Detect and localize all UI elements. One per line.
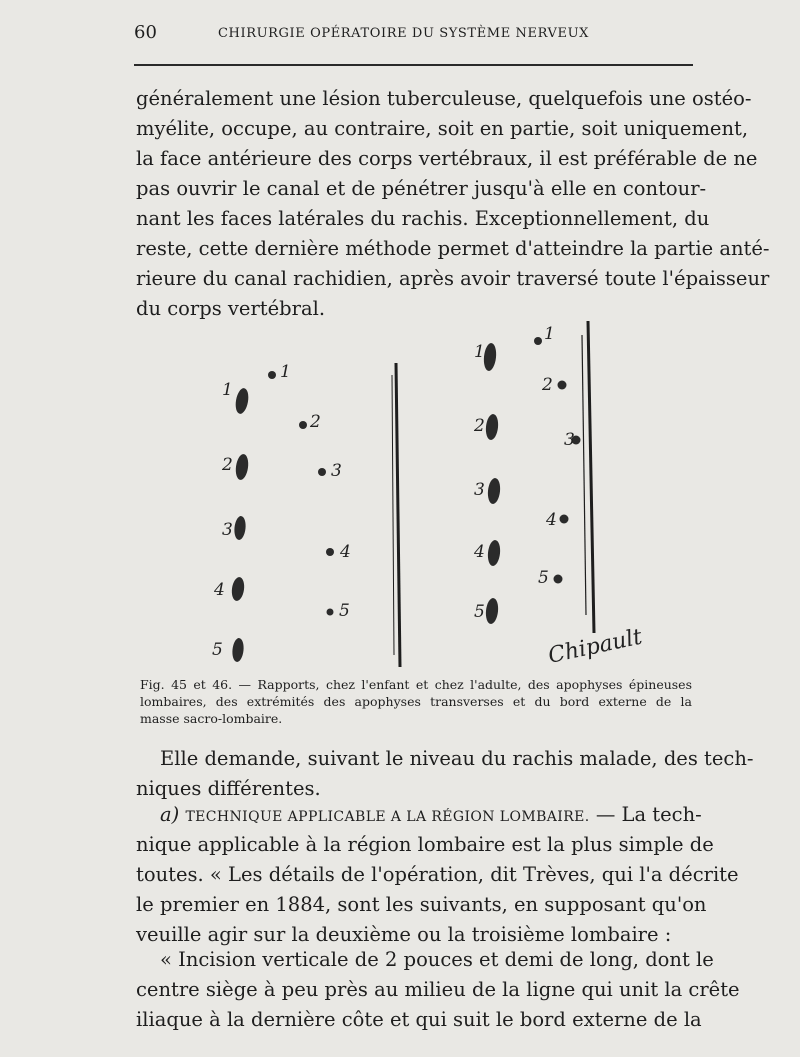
running-title: CHIRURGIE OPÉRATOIRE DU SYSTÈME NERVEUX	[218, 26, 590, 41]
text-line: nique applicable à la région lombaire est la plus simple de	[136, 833, 714, 856]
text-line: iliaque à la dernière côte et qui suit le bord externe de la	[136, 1008, 702, 1031]
right-figure	[473, 321, 645, 669]
text-line	[136, 800, 702, 830]
spinous-process	[233, 515, 246, 540]
caption-line: masse sacro-lombaire.	[140, 711, 283, 726]
text-line: « Incision verticale de 2 pouces et demi de long, dont le	[160, 948, 714, 971]
left-dot-label: 2	[310, 412, 321, 432]
text-line: généralement une lésion tuberculeuse, quelquefois une ostéo-	[136, 87, 752, 110]
right-dot-label: 4	[546, 510, 557, 530]
paragraph-2	[136, 744, 754, 804]
sacrolumbar-line	[396, 363, 400, 667]
page-header	[132, 22, 692, 48]
caption-line: lombaires, des extrémités des apophyses transverses et du bord externe de la	[140, 694, 692, 709]
paragraph-1	[136, 84, 770, 324]
text-line: niques différentes.	[136, 777, 321, 800]
figure-45-46	[200, 315, 660, 675]
right-spine-label: 2	[474, 416, 485, 436]
text-line: reste, cette dernière méthode permet d'atteindre la partie anté-	[136, 237, 770, 260]
text-line: toutes. « Les détails de l'opération, dit Trèves, qui l'a décrite	[136, 863, 739, 886]
sacrolumbar-line	[392, 375, 394, 655]
transverse-dot	[327, 609, 334, 616]
text-line: du corps vertébral.	[136, 297, 326, 320]
text-line: rieure du canal rachidien, après avoir traversé toute l'épaisseur	[136, 267, 770, 290]
transverse-dot	[558, 381, 567, 390]
section-heading: TECHNIQUE APPLICABLE A LA RÉGION LOMBAIRE.	[185, 809, 590, 825]
paragraph-3	[136, 800, 739, 950]
text-line: la face antérieure des corps vertébraux, il est préférable de ne	[136, 147, 758, 170]
text-line: pas ouvrir le canal et de pénétrer jusqu'à elle en contour-	[136, 177, 707, 200]
transverse-dot	[326, 548, 334, 556]
spinous-process	[234, 387, 250, 415]
header-rule	[134, 64, 693, 66]
right-dot-label: 5	[538, 568, 549, 588]
heading-continuation: — La tech-	[595, 803, 702, 826]
left-dot-label: 1	[280, 362, 291, 382]
text-line: nant les faces latérales du rachis. Exceptionnellement, du	[136, 207, 710, 230]
left-dot-label: 3	[331, 461, 342, 481]
left-dot-label: 5	[339, 601, 350, 621]
text-line: le premier en 1884, sont les suivants, en supposant qu'on	[136, 893, 707, 916]
text-line: centre siège à peu près au milieu de la ligne qui unit la crête	[136, 978, 740, 1001]
left-dot-label: 4	[340, 542, 351, 562]
spinous-process	[231, 637, 244, 662]
transverse-dot	[560, 515, 569, 524]
right-dot-label: 2	[542, 375, 553, 395]
transverse-dot	[299, 421, 307, 429]
spinous-process	[485, 413, 500, 440]
left-spine-label: 2	[222, 455, 233, 475]
right-dot-label: 1	[544, 324, 555, 344]
right-spine-label: 1	[474, 342, 485, 362]
text-line: veuille agir sur la deuxième ou la troisième lombaire :	[136, 923, 672, 946]
left-spine-label: 1	[222, 380, 233, 400]
sacrolumbar-line	[582, 335, 586, 615]
transverse-dot	[554, 575, 563, 584]
vertebrae-diagram	[200, 315, 660, 675]
paragraph-4	[136, 945, 740, 1035]
right-spine-label: 4	[474, 542, 485, 562]
text-line: myélite, occupe, au contraire, soit en partie, soit uniquement,	[136, 117, 749, 140]
figure-caption	[140, 676, 692, 727]
spinous-process	[487, 477, 502, 504]
spinous-process	[485, 597, 500, 624]
right-spine-label: 3	[474, 480, 485, 500]
right-dot-label: 3	[564, 430, 575, 450]
spinous-process	[234, 453, 250, 480]
page-number: 60	[134, 22, 157, 43]
sacrolumbar-line	[588, 321, 594, 633]
left-spine-label: 4	[214, 580, 225, 600]
transverse-dot	[268, 371, 276, 379]
transverse-dot	[534, 337, 542, 345]
artist-signature: Chipault	[546, 624, 645, 669]
left-figure	[212, 362, 400, 667]
transverse-dot	[318, 468, 326, 476]
spinous-process	[487, 539, 502, 566]
left-spine-label: 5	[212, 640, 223, 660]
left-spine-label: 3	[222, 520, 233, 540]
text-line: Elle demande, suivant le niveau du rachis malade, des tech-	[160, 747, 754, 770]
spinous-process	[230, 576, 245, 601]
section-letter: a)	[160, 803, 180, 826]
caption-line: Fig. 45 et 46. — Rapports, chez l'enfant et chez l'adulte, des apophyses épineuses	[140, 677, 692, 692]
right-spine-label: 5	[474, 602, 485, 622]
